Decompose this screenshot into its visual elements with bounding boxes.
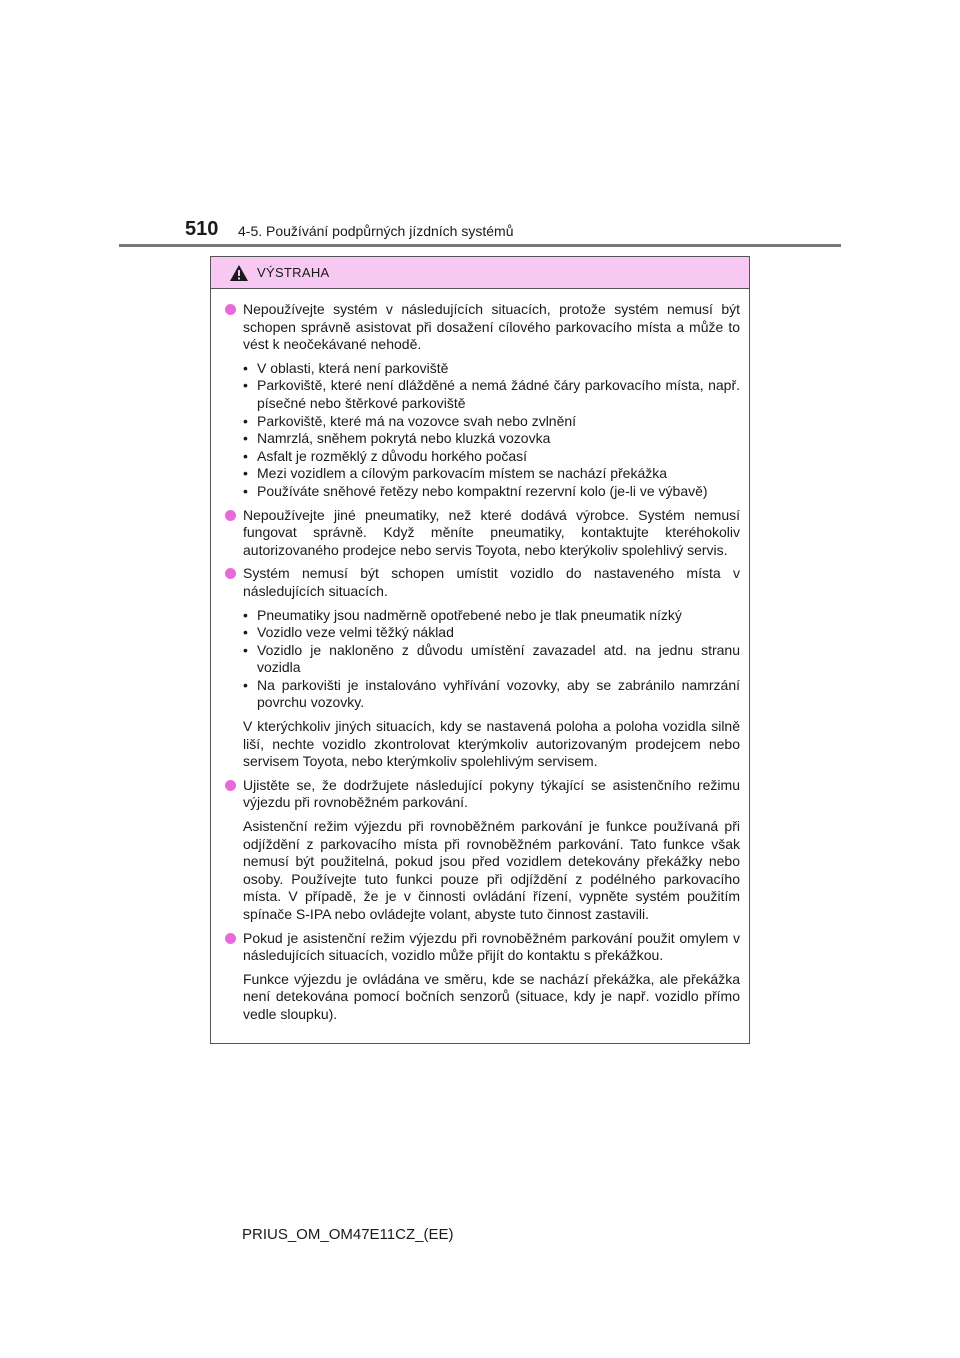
page-number: 510 [185,218,219,240]
warning-item-text: Nepoužívejte jiné pneumatiky, než které dodává výrobce. Systém nemusí fungovat správně. Když měníte pneumatiky, kontaktujte kteréhokoliv autorizovaného prodejce nebo servis Toyota, nebo kterýkoliv spolehlivý servis. [243,506,740,558]
header-divider [119,244,841,247]
condition-list [243,360,740,501]
condition-list-item: • Pneumatiky jsou nadměrně opotřebené nebo je tlak pneumatik nízký [243,607,740,625]
condition-list-item: • Mezi vozidlem a cílovým parkovacím místem se nachází překážka [243,465,740,483]
condition-list-item: • Namrzlá, sněhem pokrytá nebo kluzká vozovka [243,430,740,448]
warning-item-text: Nepoužívejte systém v následujících situacích, protože systém nemusí být schopen správně asistovat při dosažení cílového parkovacího místa a může to vést k neočekávané nehodě. [243,301,740,353]
warning-item-note: Asistenční režim výjezdu při rovnoběžném parkování je funkce používaná při odjíždění z parkovacího místa při rovnoběžném parkování. Tato funkce však nemusí být použitelná, pokud jsou před vozidlem detekovány překážky nebo osoby. Používejte tuto funkci pouze při odjíždění z podélného parkovacího místa. V případě, že je v činnosti ovládání řízení, vypněte systém použitím spínače S-IPA nebo ovládejte volant, abyste tuto činnost zastavili. [243,818,740,922]
condition-list-item: • Parkoviště, které má na vozovce svah nebo zvlnění [243,413,740,431]
warning-item [225,930,740,1024]
condition-list-item: • Asfalt je rozměklý z důvodu horkého počasí [243,448,740,466]
warning-item-note: Funkce výjezdu je ovládána ve směru, kde se nachází překážka, ale překážka není detekována pomocí bočních senzorů (situace, kdy je např. vozidlo přímo vedle sloupku). [243,970,740,1022]
condition-list-item: • Na parkovišti je instalováno vyhřívání vozovky, aby se zabránilo namrzání povrchu vozovky. [243,677,740,712]
condition-list [243,607,740,713]
bullet-dot-icon [225,568,236,579]
section-title: 4-5. Používání podpůrných jízdních systémů [238,223,514,239]
condition-list-item: • Parkoviště, které není dlážděné a nemá žádné čáry parkovacího místa, např. písečné nebo štěrkové parkoviště [243,377,740,412]
document-code: PRIUS_OM_OM47E11CZ_(EE) [242,1226,454,1243]
condition-list-item: • V oblasti, která není parkoviště [243,360,740,378]
bullet-dot-icon [225,304,236,315]
bullet-dot-icon [225,780,236,791]
warning-item-text: Systém nemusí být schopen umístit vozidlo do nastaveného místa v následujících situacích. [243,565,740,599]
warning-item-note: V kterýchkoliv jiných situacích, kdy se nastavená poloha a poloha vozidla silně liší, nechte vozidlo zkontrolovat kterýmkoliv autorizovaným prodejcem nebo servisem Toyota, nebo kterýmkoliv spolehlivým servisem. [243,718,740,770]
warning-item [225,565,740,771]
warning-header [211,257,749,289]
warning-item [225,301,740,501]
condition-list-item: • Vozidlo je nakloněno z důvodu umístění zavazadel atd. na jednu stranu vozidla [243,642,740,677]
condition-list-item: • Vozidlo veze velmi těžký náklad [243,624,740,642]
bullet-dot-icon [225,933,236,944]
warning-title: VÝSTRAHA [257,265,330,280]
condition-list-item: • Používáte sněhové řetězy nebo kompaktní rezervní kolo (je-li ve výbavě) [243,483,740,501]
warning-box [210,256,750,1044]
bullet-dot-icon [225,510,236,521]
warning-item [225,777,740,924]
warning-item-text: Pokud je asistenční režim výjezdu při rovnoběžném parkování použit omylem v následujících situacích, vozidlo může přijít do kontaktu s překážkou. [243,929,740,964]
warning-body [211,289,749,1024]
warning-item-text: Ujistěte se, že dodržujete následující pokyny týkající se asistenčního režimu výjezdu při rovnoběžném parkování. [243,776,740,811]
warning-triangle-icon [229,264,249,282]
warning-item [225,507,740,560]
